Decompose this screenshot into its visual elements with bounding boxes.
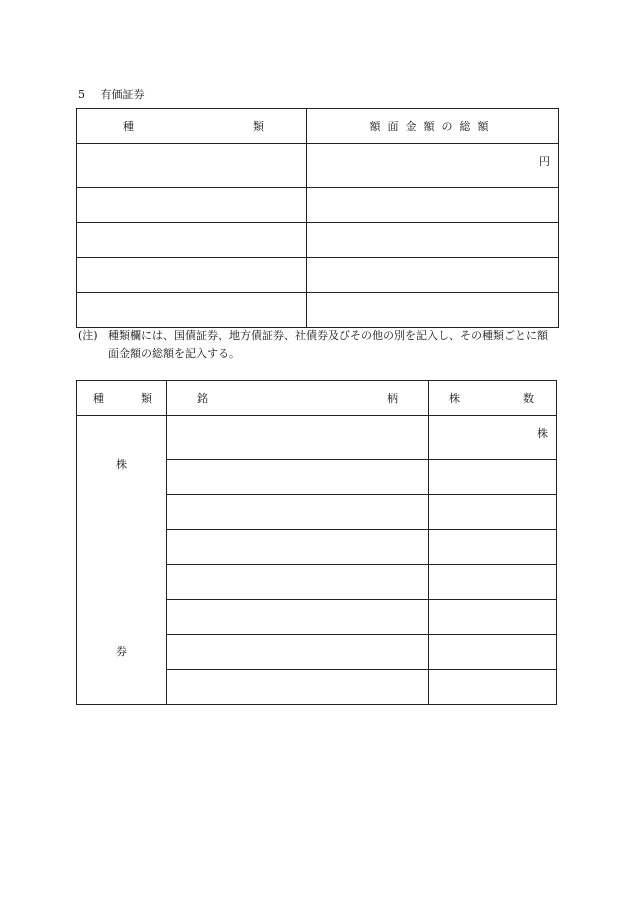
header-kind (77, 381, 167, 416)
stock-kind-cell (77, 416, 167, 705)
kind-label-top: 株 (116, 458, 127, 471)
table-row (77, 293, 559, 328)
amount-input-cell[interactable] (307, 188, 559, 223)
table-row (77, 258, 559, 293)
header-kind-right: 類 (253, 120, 264, 133)
name-input-cell[interactable] (167, 565, 429, 600)
header-name-right: 柄 (387, 392, 398, 405)
table-row (77, 416, 557, 460)
amount-input-cell[interactable]: 円 (307, 144, 559, 188)
kind-label-bottom: 券 (116, 645, 127, 658)
section-heading (78, 86, 145, 102)
section-number: 5 (78, 88, 85, 101)
name-input-cell[interactable] (167, 635, 429, 670)
note (78, 327, 558, 363)
securities-table (76, 108, 559, 328)
name-input-cell[interactable] (167, 416, 429, 460)
table-header-row (77, 109, 559, 144)
table-row (77, 188, 559, 223)
count-input-cell[interactable] (429, 600, 557, 635)
count-input-cell[interactable] (429, 565, 557, 600)
header-amount: 額面金額の総額 (307, 109, 559, 144)
section-title: 有価証券 (100, 88, 145, 101)
header-kind-right: 類 (141, 392, 152, 405)
header-kind-left: 種 (93, 392, 104, 405)
count-input-cell[interactable] (429, 635, 557, 670)
header-kind (77, 109, 307, 144)
table-header-row (77, 381, 557, 416)
count-input-cell[interactable]: 株 (429, 416, 557, 460)
table-row (77, 223, 559, 258)
kind-input-cell[interactable] (77, 144, 307, 188)
name-input-cell[interactable] (167, 670, 429, 705)
header-name (167, 381, 429, 416)
name-input-cell[interactable] (167, 460, 429, 495)
header-kind-left: 種 (123, 120, 134, 133)
name-input-cell[interactable] (167, 600, 429, 635)
count-input-cell[interactable] (429, 530, 557, 565)
count-input-cell[interactable] (429, 670, 557, 705)
amount-input-cell[interactable] (307, 258, 559, 293)
kind-input-cell[interactable] (77, 223, 307, 258)
amount-input-cell[interactable] (307, 293, 559, 328)
header-name-left: 銘 (197, 392, 208, 405)
header-count-right: 数 (523, 392, 534, 405)
name-input-cell[interactable] (167, 530, 429, 565)
kind-input-cell[interactable] (77, 188, 307, 223)
note-text: 種類欄には、国債証券、地方債証券、社債券及びその他の別を記入し、その種類ごとに額面金額の総額を記入する。 (108, 329, 548, 360)
name-input-cell[interactable] (167, 495, 429, 530)
header-count (429, 381, 557, 416)
kind-input-cell[interactable] (77, 258, 307, 293)
kind-input-cell[interactable] (77, 293, 307, 328)
stocks-table (76, 380, 557, 705)
amount-input-cell[interactable] (307, 223, 559, 258)
table-row (77, 144, 559, 188)
note-tag: (注) (78, 329, 98, 342)
count-input-cell[interactable] (429, 495, 557, 530)
header-count-left: 株 (449, 392, 460, 405)
count-input-cell[interactable] (429, 460, 557, 495)
